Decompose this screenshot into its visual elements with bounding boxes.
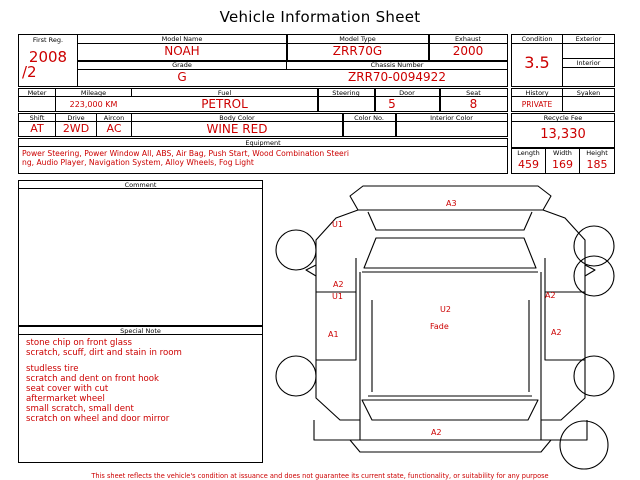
comment-box <box>18 180 263 326</box>
door-label: Door <box>399 89 415 97</box>
sheet-title: Vehicle Information Sheet <box>219 8 421 26</box>
length-value: 459 <box>518 158 539 171</box>
syaken-label: Syaken <box>576 89 601 97</box>
height-label: Height <box>586 149 608 157</box>
history-label: History <box>525 89 549 97</box>
interior-label: Interior <box>576 59 601 67</box>
wheel-rear-right <box>574 356 614 396</box>
special-note-line: seat cover with cut <box>26 384 109 394</box>
windshield <box>364 238 536 268</box>
divider <box>286 34 288 61</box>
special-note-line: aftermarket wheel <box>26 394 105 404</box>
fuel-value: PETROL <box>201 97 248 111</box>
door-value: 5 <box>388 97 396 111</box>
rear-window <box>362 400 538 420</box>
first-reg-month: /2 <box>22 63 37 81</box>
special-note-line: studless tire <box>26 364 79 374</box>
rear-corners <box>314 420 587 440</box>
car-damage-diagram <box>270 180 630 470</box>
tailgate <box>360 420 541 440</box>
right-doors <box>545 258 585 360</box>
aircon-label: Aircon <box>103 114 125 122</box>
special-note-line: scratch, scuff, dirt and stain in room <box>26 348 182 358</box>
mileage-value: 223,000 KM <box>69 100 118 109</box>
left-rear-quarter <box>316 360 360 420</box>
equipment-label: Equipment <box>245 139 281 147</box>
body-color-value: WINE RED <box>206 122 268 136</box>
exhaust-value: 2000 <box>452 44 484 58</box>
damage-mark-left-front-door-u: U1 <box>332 292 343 301</box>
footer-disclaimer: This sheet reflects the vehicle's condition at issuance and does not guarantee its current state, functionality, or suitability for any purpose <box>91 472 549 480</box>
width-value: 169 <box>552 158 573 171</box>
rear-bumper <box>350 440 551 452</box>
meter-label: Meter <box>27 89 47 97</box>
right-mirror <box>585 265 595 276</box>
hood <box>368 212 532 230</box>
front-fenders <box>316 210 585 258</box>
spare-wheel <box>560 421 608 469</box>
history-value: PRIVATE <box>521 100 553 109</box>
wheel-right-2 <box>574 256 614 296</box>
damage-mark-rear: A2 <box>431 428 442 437</box>
chassis-label: Chassis Number <box>370 61 424 69</box>
steering-label: Steering <box>332 89 360 97</box>
equipment-line-2: ng, Audio Player, Navigation System, Alloy Wheels, Fog Light <box>22 158 254 167</box>
damage-mark-left-front-door: A2 <box>333 280 344 289</box>
left-doors <box>316 258 356 360</box>
comment-label: Comment <box>124 181 157 189</box>
damage-mark-roof-fade: Fade <box>430 322 449 331</box>
recycle-label: Recycle Fee <box>543 114 583 122</box>
model-name-value: NOAH <box>164 44 200 58</box>
special-note-lines <box>26 338 182 424</box>
seat-value: 8 <box>469 97 478 111</box>
wheel-rear-left <box>276 356 316 396</box>
damage-mark-right-rear-door: A2 <box>551 328 562 337</box>
exterior-label: Exterior <box>575 35 602 43</box>
condition-value: 3.5 <box>524 53 550 72</box>
wheel-front-right <box>574 226 614 266</box>
damage-mark-front-left-fender: U1 <box>332 220 343 229</box>
equipment-line-1: Power Steering, Power Window All, ABS, Air Bag, Push Start, Wood Combination Steeri <box>22 149 349 158</box>
interior-color-label: Interior Color <box>430 114 473 122</box>
recycle-value: 13,330 <box>540 127 586 142</box>
color-no-label: Color No. <box>354 114 384 122</box>
damage-mark-roof: U2 <box>440 305 451 314</box>
shift-value: AT <box>30 122 44 135</box>
model-type-label: Model Type <box>339 35 376 43</box>
divider <box>428 34 430 61</box>
seat-label: Seat <box>466 89 481 97</box>
right-rear-quarter <box>541 360 585 420</box>
condition-label: Condition <box>521 35 553 43</box>
first-reg-label: First Reg. <box>32 36 64 44</box>
model-type-value: ZRR70G <box>332 44 383 58</box>
body-color-label: Body Color <box>219 114 255 122</box>
drive-label: Drive <box>67 114 85 122</box>
special-note-line: small scratch, small dent <box>26 404 134 414</box>
length-label: Length <box>517 149 540 157</box>
drive-value: 2WD <box>62 122 90 135</box>
damage-mark-left-rear-door: A1 <box>328 330 339 339</box>
wheel-front-left <box>276 230 316 270</box>
fuel-label: Fuel <box>217 89 232 97</box>
height-value: 185 <box>586 158 608 171</box>
model-name-label: Model Name <box>161 35 203 43</box>
grade-label: Grade <box>172 61 192 69</box>
damage-mark-right-front-door: A2 <box>545 291 556 300</box>
special-note-label: Special Note <box>120 327 161 335</box>
roof-sides <box>360 272 541 420</box>
first-reg-year: 2008 <box>28 48 68 66</box>
shift-label: Shift <box>29 114 45 122</box>
special-note-line: scratch on wheel and door mirror <box>26 414 170 424</box>
exhaust-label: Exhaust <box>454 35 482 43</box>
chassis-value: ZRR70-0094922 <box>348 70 446 84</box>
width-label: Width <box>553 149 572 157</box>
special-note-line: stone chip on front glass <box>26 338 132 348</box>
aircon-value: AC <box>106 122 122 135</box>
damage-mark-front: A3 <box>446 199 457 208</box>
grade-value: G <box>177 70 187 84</box>
special-note-line: scratch and dent on front hook <box>26 374 160 384</box>
mileage-label: Mileage <box>80 89 107 97</box>
